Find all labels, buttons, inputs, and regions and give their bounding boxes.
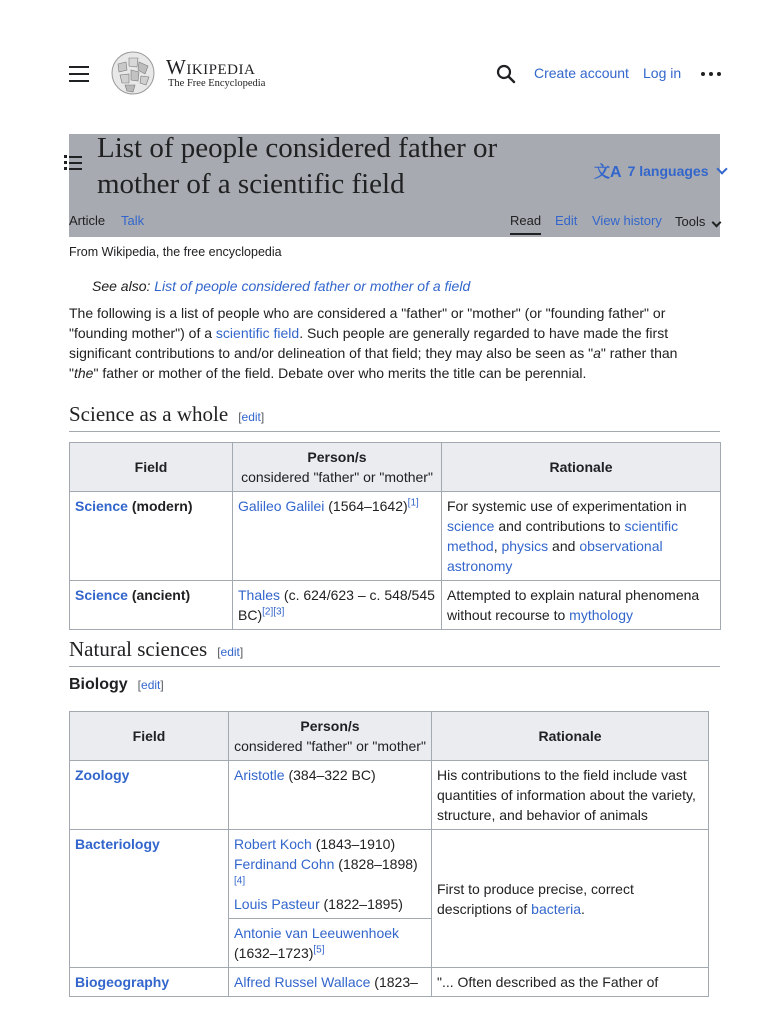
rationale-text: and (548, 538, 580, 554)
person-link[interactable]: Alfred Russel Wallace (234, 974, 371, 990)
tools-label: Tools (675, 214, 706, 229)
col-header-rationale: Rationale (442, 443, 721, 492)
person-link[interactable]: Thales (238, 587, 281, 603)
tab-article[interactable]: Article (69, 213, 106, 228)
intro-text: . Such people are generally regarded to have made the first significant contributions to and/or delineation of that field; they may also be seen as " (69, 325, 669, 361)
section-heading-natural-sciences: Natural sciences [edit] (69, 637, 720, 667)
tools-menu[interactable] (675, 214, 720, 229)
field-link[interactable]: Science (75, 587, 128, 603)
rationale-text: First to produce precise, correct descriptions of (437, 880, 634, 917)
field-qualifier: (ancient) (127, 587, 191, 603)
person-link[interactable]: Antonie van Leeuwenhoek (234, 925, 400, 941)
col-header-person-title: Person/s (300, 718, 360, 734)
rationale-text: For systemic use of experimentation in (447, 498, 687, 514)
person-cell (229, 919, 432, 968)
person-dates: (1822–1895) (319, 896, 403, 912)
person-dates: (1564–1642) (324, 498, 408, 514)
page-title: List of people considered father or mother of a scientific field (97, 132, 498, 200)
edit-section-link[interactable]: edit (220, 645, 240, 659)
rationale-link[interactable]: observational astronomy (447, 538, 663, 574)
table-of-contents-icon[interactable] (64, 155, 82, 171)
rationale-cell (432, 830, 709, 968)
table-row (70, 830, 709, 919)
chevron-down-icon (717, 163, 728, 174)
field-cell (70, 581, 233, 630)
field-qualifier: (modern) (127, 498, 193, 514)
see-also-link[interactable]: List of people considered father or mother of a field (154, 278, 471, 294)
rationale-cell (442, 581, 721, 630)
rationale-text: , (493, 538, 502, 554)
rationale-cell: His contributions to the field include vast quantities of information about the variety, structure, and behavior of animals (432, 761, 709, 830)
field-cell (70, 968, 229, 997)
section-heading-science: Science as a whole [edit] (69, 402, 720, 432)
rationale-text: and contributions to (494, 518, 625, 534)
person-dates: (1828–1898) (334, 856, 418, 872)
wikipedia-wordmark[interactable]: Wikipedia (166, 55, 256, 79)
field-link[interactable]: Bacteriology (75, 836, 160, 852)
rationale-cell: "... Often described as the Father of (432, 968, 709, 997)
rationale-link[interactable]: science (447, 518, 495, 534)
col-header-person-sub: considered "father" or "mother" (241, 469, 433, 485)
person-cell (229, 761, 432, 830)
reference-link[interactable]: [1] (407, 497, 419, 509)
translate-icon: 文A (594, 164, 622, 181)
edit-section-link[interactable]: edit (141, 678, 161, 692)
field-cell (70, 761, 229, 830)
rationale-link[interactable]: physics (501, 538, 549, 554)
col-header-rationale: Rationale (432, 712, 709, 761)
site-header (0, 0, 768, 134)
person-cell (229, 830, 432, 919)
field-cell (70, 492, 233, 581)
chevron-down-icon (712, 218, 722, 228)
intro-emphasis: a (593, 345, 601, 361)
field-link[interactable]: Science (75, 498, 128, 514)
rationale-text: . (580, 900, 585, 917)
tab-read[interactable]: Read (510, 213, 541, 235)
language-button[interactable] (594, 159, 726, 182)
person-dates: (c. 624/623 – c. 548/545 BC) (238, 587, 435, 623)
person-link[interactable]: Robert Koch (234, 836, 312, 852)
reference-link[interactable]: [5] (313, 944, 325, 956)
site-subtitle: From Wikipedia, the free encyclopedia (69, 245, 282, 259)
tab-view-history[interactable]: View history (592, 213, 662, 228)
person-dates: (384–322 BC) (284, 767, 376, 783)
person-link[interactable]: Ferdinand Cohn (234, 856, 335, 872)
intro-paragraph (69, 303, 709, 383)
rationale-link[interactable]: scientific method (447, 518, 679, 554)
person-dates: (1823– (370, 974, 418, 990)
log-in-link[interactable]: Log in (643, 65, 682, 81)
tab-edit[interactable]: Edit (555, 213, 578, 228)
table-row (70, 968, 709, 997)
reference-link[interactable]: [4] (234, 875, 246, 887)
intro-text: " father or mother of the field. Debate over who merits the title can be perennial. (93, 365, 587, 381)
main-menu-icon[interactable] (69, 66, 89, 82)
rationale-link[interactable]: mythology (569, 607, 633, 623)
person-link[interactable]: Galileo Galilei (238, 498, 325, 514)
edit-section-link[interactable]: edit (241, 410, 261, 424)
col-header-field: Field (70, 712, 229, 761)
create-account-link[interactable]: Create account (534, 65, 629, 81)
rationale-link[interactable]: bacteria (531, 900, 581, 917)
intro-emphasis: the (73, 365, 94, 381)
wikipedia-globe-icon[interactable] (108, 50, 158, 96)
reference-link[interactable]: [2] (262, 606, 274, 618)
language-count: 7 languages (627, 162, 709, 179)
reference-link[interactable]: [3] (273, 606, 285, 618)
wikipedia-tagline: The Free Encyclopedia (168, 78, 266, 89)
biology-table (69, 711, 709, 997)
see-also-note (92, 278, 470, 294)
col-header-person-sub: considered "father" or "mother" (234, 738, 426, 754)
section-title: Science as a whole (69, 402, 229, 426)
scientific-field-link[interactable]: scientific field (215, 325, 300, 341)
subsection-title: Biology (69, 676, 128, 693)
field-link[interactable]: Biogeography (75, 974, 170, 990)
col-header-person (233, 443, 442, 492)
person-link[interactable]: Louis Pasteur (234, 896, 320, 912)
col-header-person-title: Person/s (307, 449, 367, 465)
search-icon[interactable] (496, 64, 516, 84)
person-dates: (1843–1910) (311, 836, 396, 852)
table-row (70, 492, 721, 581)
person-link[interactable]: Aristotle (234, 767, 285, 783)
table-row (70, 761, 709, 830)
intro-text: The following is a list of people who are considered a "father" or "mother" (or "founding father" or "founding mother") of a (69, 305, 666, 341)
col-header-field: Field (70, 443, 233, 492)
field-link[interactable]: Zoology (75, 767, 130, 783)
field-cell (70, 830, 229, 968)
intro-text: " rather than " (69, 345, 678, 381)
page-tabs (69, 206, 720, 237)
see-also-prefix: See also: (92, 278, 151, 294)
tab-talk[interactable]: Talk (121, 213, 145, 228)
more-options-icon[interactable] (701, 72, 721, 76)
section-title: Natural sciences (69, 637, 208, 661)
person-cell (229, 968, 432, 997)
subsection-heading-biology: Biology [edit] (69, 676, 164, 693)
science-table (69, 442, 721, 630)
table-row (70, 581, 721, 630)
rationale-text: Attempted to explain natural phenomena without recourse to (447, 587, 700, 623)
person-dates: (1632–1723) (234, 945, 314, 961)
person-cell (233, 492, 442, 581)
person-cell (233, 581, 442, 630)
rationale-cell (442, 492, 721, 581)
col-header-person (229, 712, 432, 761)
